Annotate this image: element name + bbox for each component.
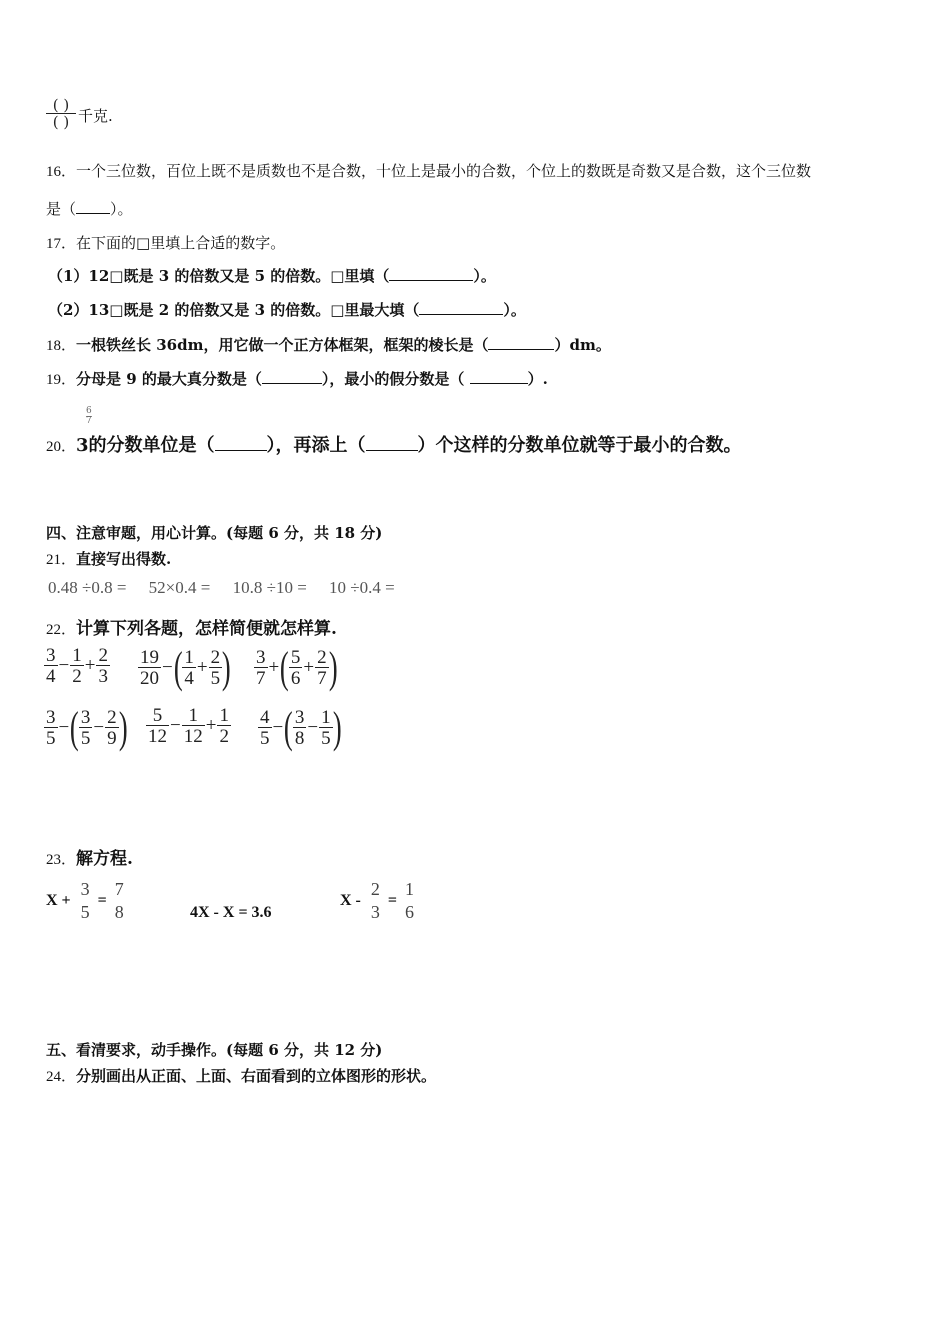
fraction [319, 708, 333, 748]
math-token: 3 [46, 645, 56, 666]
math-token: ）。 [110, 200, 133, 218]
math-token: 1 [405, 879, 415, 899]
parenthesis: ( [70, 703, 79, 752]
blank-fraction[interactable] [46, 98, 76, 130]
question-18 [46, 334, 611, 355]
question-17-part2 [48, 299, 526, 320]
math-token: ( ) [46, 113, 76, 130]
fraction [70, 646, 84, 686]
fraction [293, 708, 307, 748]
fraction [258, 708, 272, 748]
section-5-title: 五、看清要求，动手操作。(每题 6 分，共 12 分) [46, 1041, 383, 1059]
math-token: 1 [219, 705, 229, 726]
equation-2: 4X - X = 3.6 [190, 904, 272, 921]
math-token: 5 [152, 705, 163, 726]
math-token: 1 [321, 707, 331, 728]
question-19 [46, 368, 548, 389]
answer-blank[interactable] [470, 369, 528, 384]
math-token: 3 [294, 707, 305, 728]
expression-1 [44, 646, 110, 686]
math-token: 5 [210, 668, 221, 689]
math-token: 3 [98, 666, 108, 687]
math-token: 12 [148, 726, 167, 747]
fraction [405, 880, 414, 922]
fraction [115, 880, 124, 922]
answer-blank[interactable] [215, 436, 267, 451]
math-token: 2 [210, 647, 221, 668]
math-token: ），最小的假分数是（ [321, 370, 470, 388]
math-token: − [162, 657, 173, 678]
math-token: 的分数单位是（ [88, 435, 215, 456]
unit-kg: 千克. [78, 106, 113, 125]
answer-blank[interactable] [419, 300, 503, 315]
math-token: − [93, 717, 105, 738]
math-token: 9 [107, 728, 117, 749]
answer-blank[interactable] [366, 436, 418, 451]
math-token: 6 [290, 668, 301, 689]
fraction [371, 880, 380, 922]
math-token: 4 [184, 668, 194, 689]
expression-4 [44, 703, 128, 752]
fraction [315, 648, 329, 688]
math-token: − [58, 717, 70, 738]
math-token: 20 [140, 668, 159, 689]
math-token: 7 [86, 416, 92, 426]
math-token: 3 [80, 879, 90, 899]
question-text: 直接写出得数. [76, 550, 172, 568]
math-token: + [196, 657, 208, 678]
math-token: + [205, 715, 217, 736]
math-token: − [170, 715, 181, 736]
math-token: 一根铁丝长 36dm，用它做一个正方体框架，框架的棱长是（ [76, 336, 489, 354]
math-token: 5 [80, 901, 90, 922]
question-text: 分别画出从正面、上面、右面看到的立体图形的形状。 [76, 1067, 437, 1085]
math-token: 3 [80, 707, 91, 728]
section-4-title: 四、注意审题，用心计算。(每题 6 分，共 18 分) [46, 524, 383, 542]
math-token: + [84, 655, 96, 676]
fraction [105, 708, 119, 748]
math-token: 5 [321, 728, 331, 749]
math-token: X - [340, 891, 361, 909]
question-21 [46, 548, 171, 569]
fraction [44, 708, 58, 748]
fraction [254, 648, 268, 688]
math-token: ）dm。 [554, 336, 611, 354]
question-22 [46, 614, 337, 639]
fraction [209, 648, 223, 688]
math-token: 3 [370, 901, 380, 922]
question-text: 解方程. [76, 849, 133, 869]
math-token: （1）12□既是 3 的倍数又是 5 的倍数。□里填（ [48, 267, 390, 285]
math-token: ）。 [473, 267, 496, 285]
math-token: 4 [260, 707, 270, 728]
math-token: = [97, 891, 107, 909]
math-token: 5 [260, 728, 270, 749]
question-number: 16． [46, 164, 77, 180]
math-token: ）. [527, 370, 548, 388]
math-token: = [387, 891, 398, 909]
fraction [79, 708, 93, 748]
parenthesis: ( [284, 703, 293, 752]
parenthesis: ) [328, 643, 338, 692]
math-token: （2）13□既是 2 的倍数又是 3 的倍数。□里最大填（ [48, 301, 420, 319]
equation-3 [340, 880, 414, 922]
question-number: 17． [46, 236, 77, 252]
fraction [289, 648, 303, 688]
fraction [44, 646, 58, 686]
question-text: 在下面的□里填上合适的数字。 [76, 234, 286, 252]
question-text: 一个三位数，百位上既不是质数也不是合数，十位上是最小的合数，个位上的数既是奇数又是合数，这个三位数 [76, 162, 812, 180]
question-17 [46, 232, 285, 253]
math-token: 是（ [46, 200, 77, 218]
equation-1 [46, 880, 124, 922]
math-token: 3 [46, 707, 56, 728]
q21-items [48, 578, 395, 598]
math-token: 4 [46, 666, 56, 687]
math-token: 2 [370, 879, 380, 899]
question-number: 21． [46, 552, 77, 568]
math-token: 7 [114, 879, 124, 899]
expression-5 [146, 706, 231, 746]
fraction [146, 706, 169, 746]
parenthesis: ) [222, 643, 231, 692]
question-24 [46, 1065, 436, 1086]
question-16 [46, 160, 811, 181]
calc-item: 10.8 ÷10 = [232, 578, 307, 597]
fraction [138, 648, 161, 688]
question-number: 24． [46, 1069, 77, 1085]
math-token: − [58, 655, 70, 676]
question-number: 20． [46, 439, 77, 455]
parenthesis: ( [280, 643, 289, 692]
answer-blank[interactable] [76, 199, 110, 214]
math-token: + [268, 657, 280, 678]
parenthesis: ) [118, 703, 128, 752]
math-token: X + [46, 891, 71, 909]
math-token: − [272, 717, 284, 738]
calc-item: 0.48 ÷0.8 = [48, 578, 127, 597]
mixed-number-whole: 3 [76, 435, 89, 456]
answer-blank[interactable] [262, 369, 322, 384]
question-number: 19． [46, 372, 77, 388]
expression-6 [258, 703, 342, 752]
math-token: 2 [317, 647, 327, 668]
fraction [96, 646, 110, 686]
expression-3 [254, 643, 338, 692]
parenthesis: ) [332, 703, 342, 752]
question-number: 22． [46, 622, 77, 638]
question-number: 23． [46, 852, 77, 868]
math-token: 19 [140, 647, 159, 668]
math-token: 7 [317, 668, 327, 689]
answer-blank[interactable] [389, 266, 473, 281]
math-token: 1 [72, 645, 82, 666]
q20-fraction-part [86, 407, 92, 426]
math-token: 6 [86, 406, 92, 416]
math-token: 12 [183, 726, 203, 747]
answer-blank[interactable] [488, 335, 554, 350]
math-token: 6 [405, 901, 415, 922]
math-token: 1 [188, 705, 198, 726]
math-token: 分母是 9 的最大真分数是（ [76, 370, 262, 388]
math-token: 8 [114, 901, 124, 922]
calc-item: 10 ÷0.4 = [329, 578, 395, 597]
math-token: + [303, 657, 315, 678]
question-23 [46, 844, 133, 869]
math-token: ( ) [52, 96, 70, 114]
question-text: 计算下列各题，怎样简便就怎样算. [76, 619, 337, 639]
fraction [182, 706, 205, 746]
question-17-part1 [48, 265, 496, 286]
math-token: 2 [98, 645, 108, 666]
math-token: 8 [294, 728, 305, 749]
math-token: − [307, 717, 319, 738]
math-token: 2 [107, 707, 117, 728]
calc-item: 52×0.4 = [148, 578, 211, 597]
expression-2 [138, 643, 231, 692]
math-token: 2 [219, 726, 229, 747]
question-20 [46, 431, 742, 457]
math-token: 1 [184, 647, 194, 668]
q15-tail [46, 98, 113, 130]
parenthesis: ( [173, 643, 183, 692]
math-token: 5 [290, 647, 301, 668]
fraction [182, 648, 196, 688]
math-token: 5 [80, 728, 91, 749]
math-token: 3 [256, 647, 266, 668]
math-token: 5 [46, 728, 56, 749]
math-token: ）个这样的分数单位就等于最小的合数。 [417, 435, 742, 456]
fraction [217, 706, 231, 746]
question-number: 18． [46, 338, 77, 354]
math-token: ）。 [503, 301, 526, 319]
fraction [81, 880, 90, 922]
math-token: ），再添上（ [266, 435, 366, 456]
math-token: 7 [256, 668, 266, 689]
question-16-line2 [46, 198, 133, 219]
math-token: 2 [72, 666, 82, 687]
